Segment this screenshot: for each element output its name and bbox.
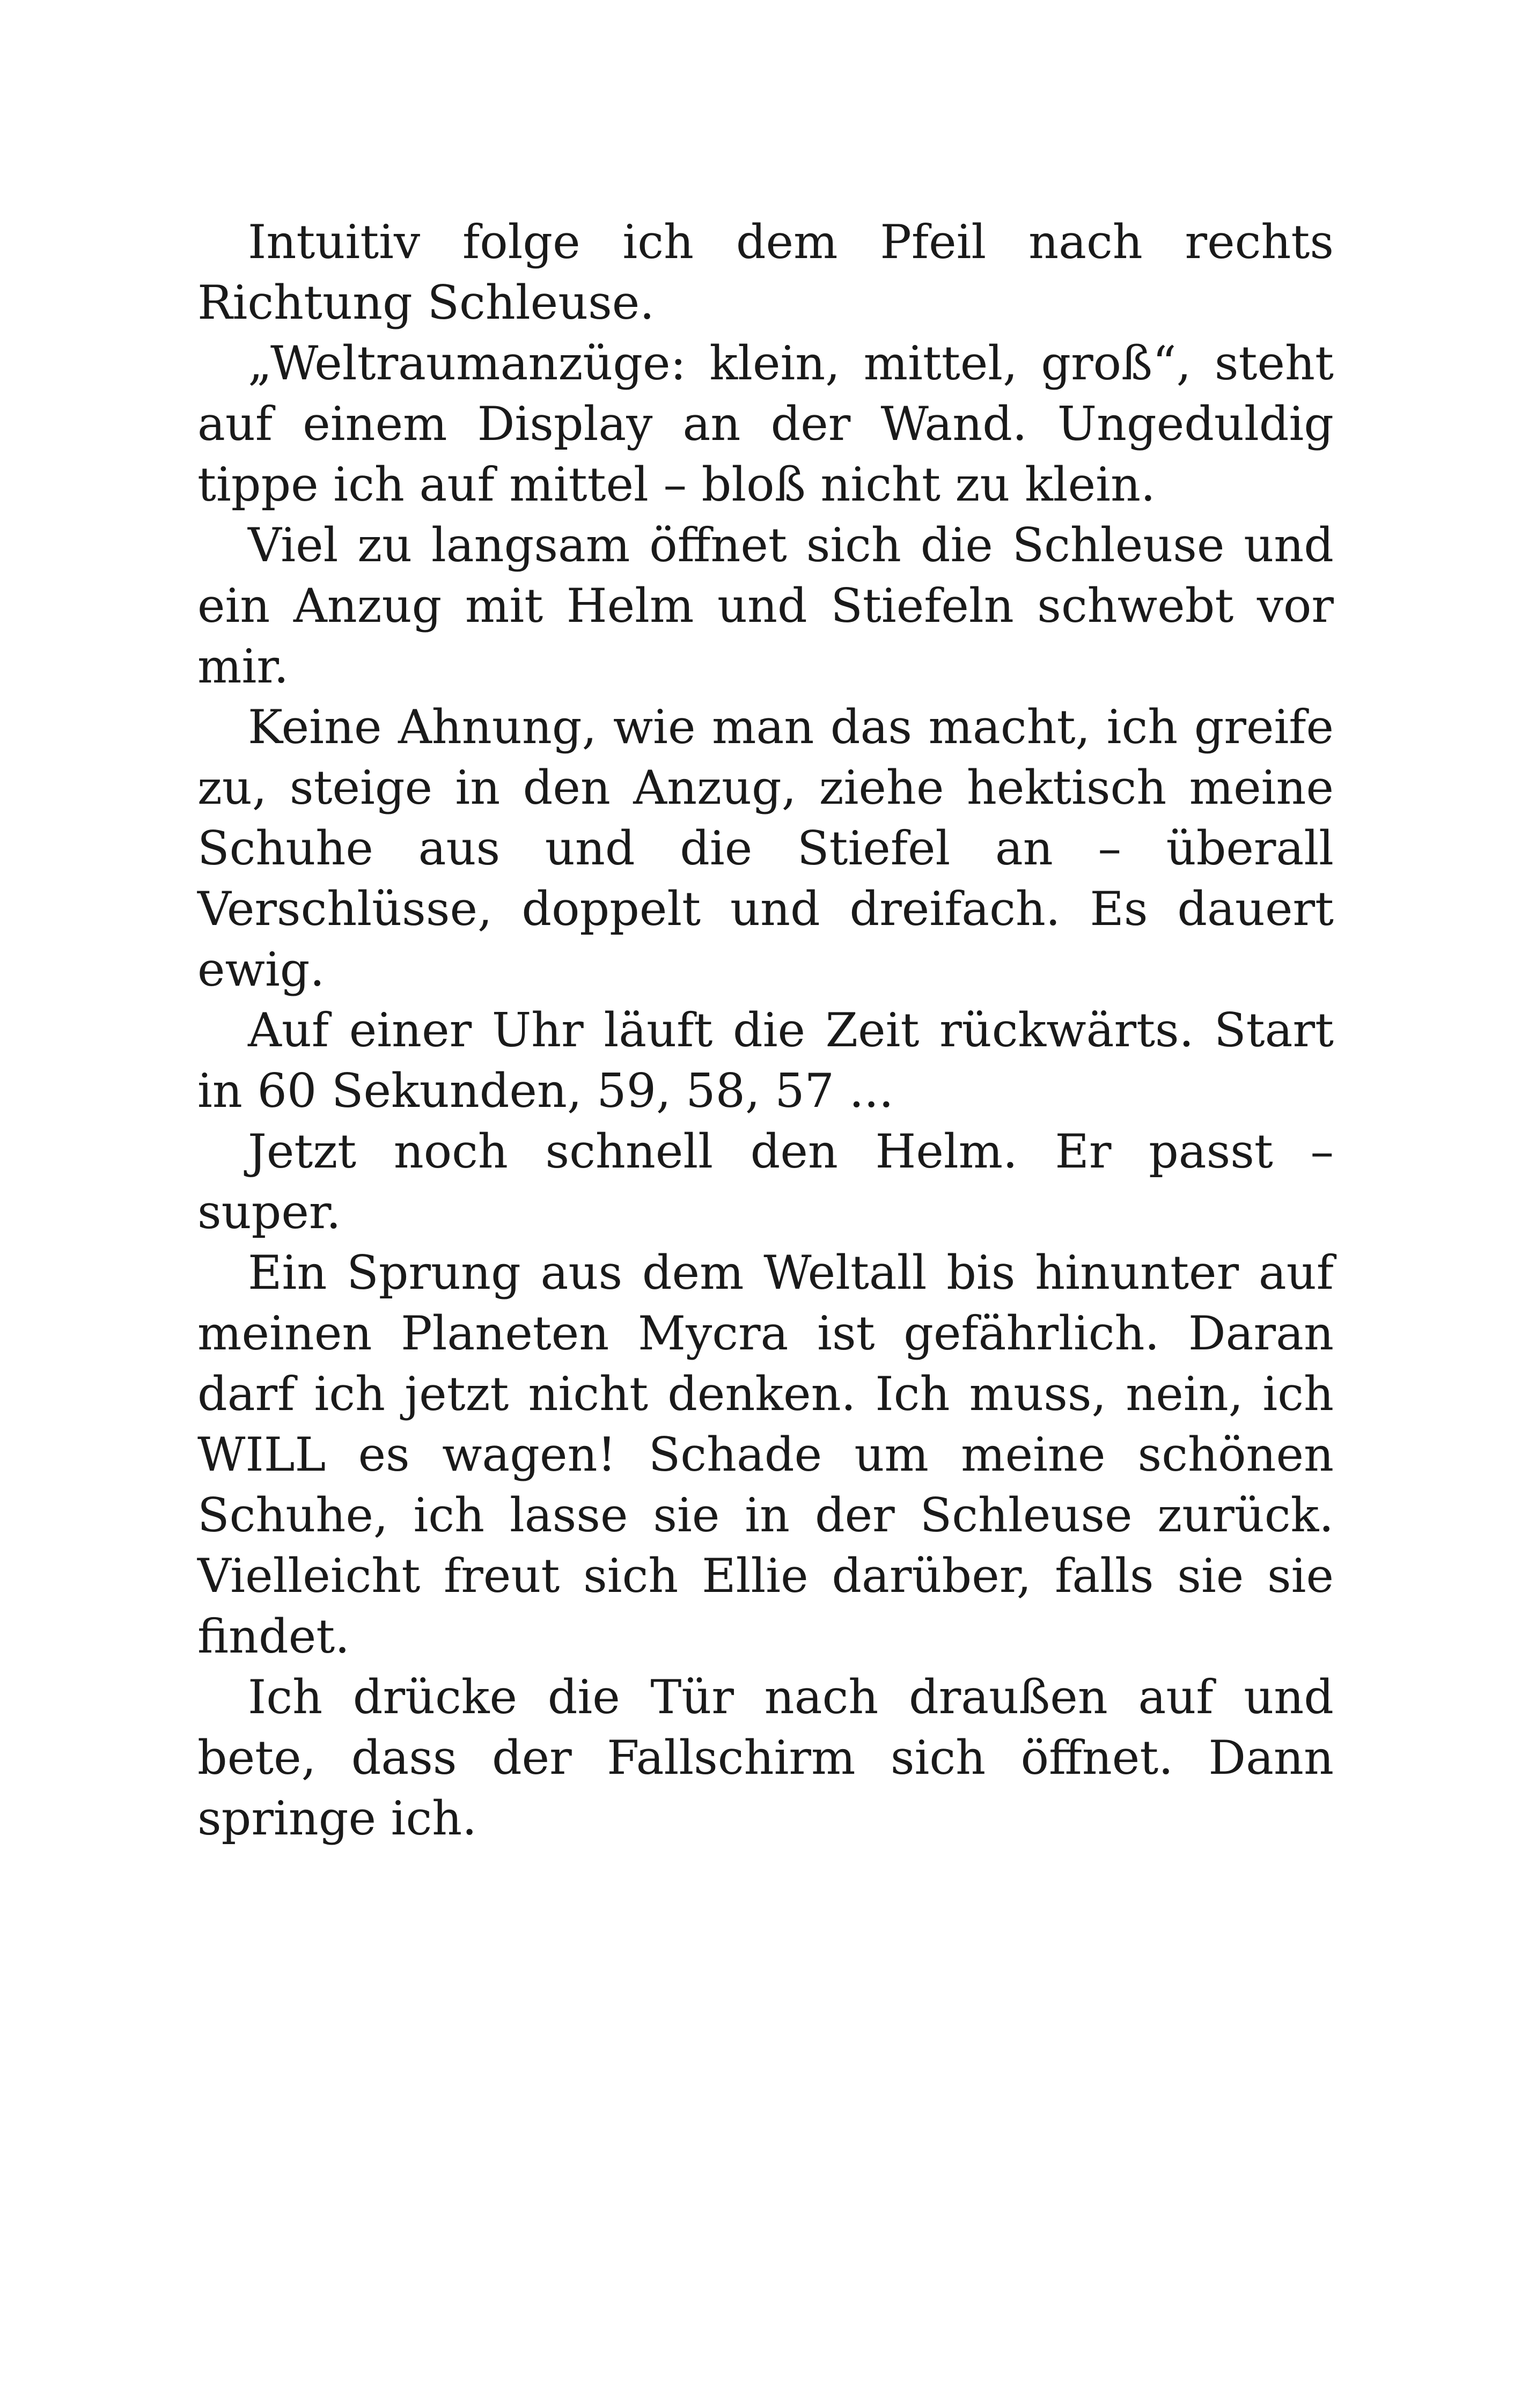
paragraph: Auf einer Uhr läuft die Zeit rückwärts. Start in 60 Sekunden, 59, 58, 57 ... <box>197 1003 1334 1118</box>
paragraph: „Weltraumanzüge: klein, mittel, groß“, steht auf einem Display an der Wand. Ungeduldig tippe ich auf mittel – bloß nicht zu klein. <box>197 336 1334 512</box>
paragraph: Ich drücke die Tür nach draußen auf und bete, dass der Fallschirm sich öffnet. Dann springe ich. <box>197 1670 1334 1846</box>
paragraph: Viel zu langsam öffnet sich die Schleuse und ein Anzug mit Helm und Stiefeln schwebt vor mir. <box>197 518 1334 694</box>
paragraph: Jetzt noch schnell den Helm. Er passt – super. <box>197 1124 1334 1239</box>
paragraph: Intuitiv folge ich dem Pfeil nach rechts Richtung Schleuse. <box>197 215 1334 330</box>
paragraph: Keine Ahnung, wie man das macht, ich greife zu, steige in den Anzug, ziehe hektisch meine Schuhe aus und die Stiefel an – überall Verschlüsse, doppelt und dreifach. Es dauert ewig. <box>197 700 1334 997</box>
body-text <box>197 212 1334 1849</box>
paragraph: Ein Sprung aus dem Weltall bis hinunter auf meinen Planeten Mycra ist gefährlich. Daran darf ich jetzt nicht denken. Ich muss, nein, ich WILL es wagen! Schade um meine schönen Schuhe, ich lasse sie in der Schleuse zurück. Vielleicht freut sich Ellie darüber, falls sie sie findet. <box>197 1245 1334 1664</box>
